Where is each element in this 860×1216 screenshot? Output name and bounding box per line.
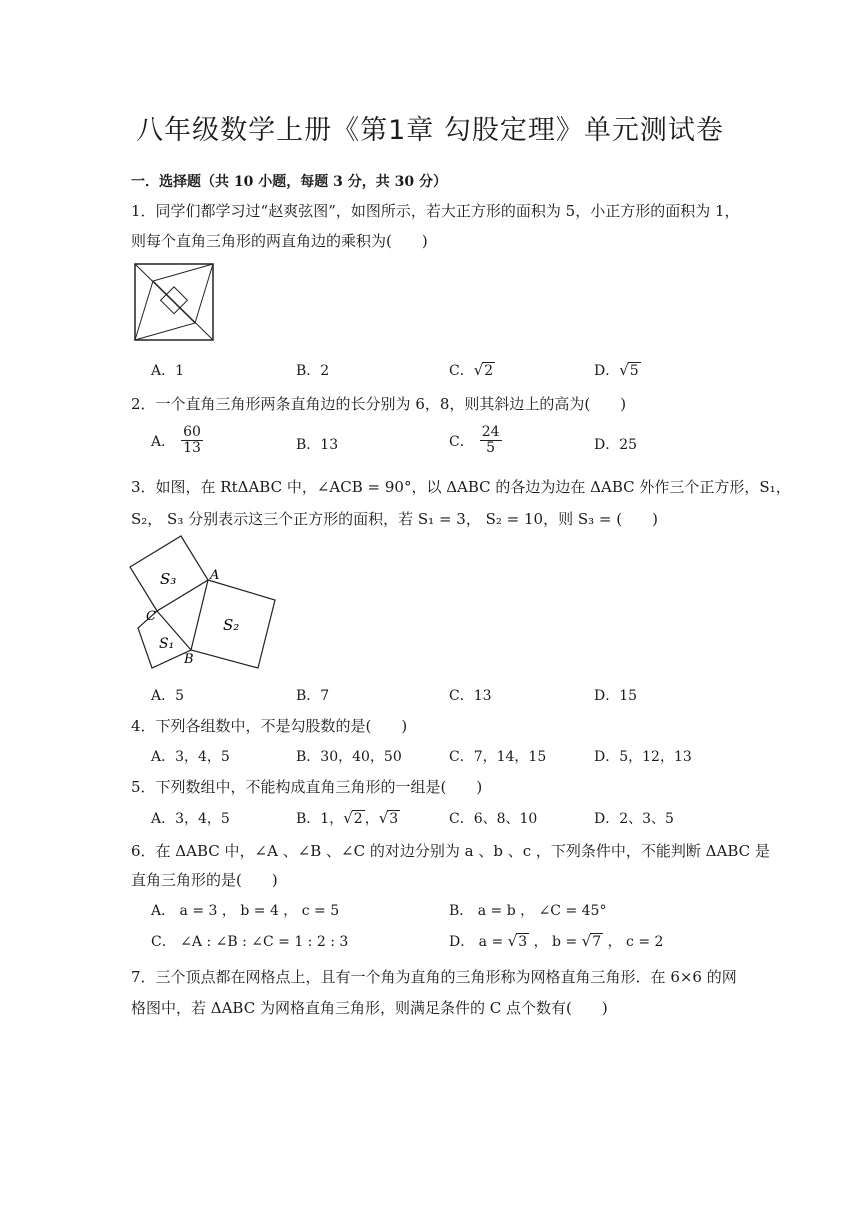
q5-option-d: D．2、3、5 (594, 811, 674, 827)
q3-option-c: C．13 (449, 688, 492, 704)
q6-stem-line1: 6．在 ΔABC 中，∠A 、∠B 、∠C 的对边分别为 a 、b 、c ，下列条件中，不能判断 ΔABC 是 (131, 842, 770, 860)
q5-option-c: C．6、8、10 (449, 811, 538, 827)
q4-option-a: A．3，4，5 (151, 749, 230, 765)
section-heading: 一．选择题（共 10 小题，每题 3 分，共 30 分） (131, 174, 447, 190)
q3-option-a: A．5 (151, 688, 185, 704)
q3-stem-line1: 3．如图，在 RtΔABC 中，∠ACB = 90°，以 ΔABC 的各边为边在 ΔABC 外作三个正方形，S₁， (131, 478, 791, 496)
q1-stem-line1: 1．同学们都学习过“赵爽弦图”，如图所示，若大正方形的面积为 5，小正方形的面积为 1， (131, 202, 740, 220)
zhao-shuang-figure (134, 263, 216, 343)
q4-stem: 4．下列各组数中，不是勾股数的是( ) (131, 717, 408, 735)
label-s3: S₃ (160, 570, 177, 588)
q2-option-b: B．13 (296, 437, 339, 453)
q5-stem: 5．下列数组中，不能构成直角三角形的一组是( ) (131, 778, 483, 796)
q7-stem-line1: 7．三个顶点都在网格点上，且有一个角为直角的三角形称为网格直角三角形．在 6×6 的网 (131, 968, 737, 986)
q3-option-d: D．15 (594, 688, 638, 704)
q6-option-d: D． a = √3 ， b = √7 ， c = 2 (449, 932, 664, 950)
q5-option-b: B．1，√2 ，√3 (296, 809, 399, 827)
page-title: 八年级数学上册《第1章 勾股定理》单元测试卷 (136, 115, 724, 146)
q6-option-a: A． a = 3 ， b = 4 ， c = 5 (151, 903, 340, 919)
q1-stem-line2: 则每个直角三角形的两直角边的乘积为( ) (131, 232, 428, 250)
label-s1: S₁ (159, 636, 175, 652)
vertex-a: A (210, 568, 220, 583)
q4-option-b: B．30，40，50 (296, 749, 402, 765)
q6-option-b: B． a = b ， ∠C = 45° (449, 903, 607, 919)
q1-option-a: A．1 (151, 363, 185, 379)
q6-stem-line2: 直角三角形的是( ) (131, 871, 278, 889)
q2-option-a: A． $\frac{60}{13}$ (151, 424, 201, 457)
three-squares-figure (126, 530, 280, 672)
label-s2: S₂ (223, 616, 240, 634)
q4-option-d: D．5，12，13 (594, 749, 692, 765)
q7-stem-line2: 格图中，若 ΔABC 为网格直角三角形，则满足条件的 C 点个数有( ) (131, 999, 608, 1017)
q1-option-b: B．2 (296, 363, 330, 379)
q3-option-b: B．7 (296, 688, 330, 704)
q1-option-d: D．√5 (594, 361, 639, 379)
q2-option-c: C． $\frac{24}{5}$ (449, 424, 500, 457)
q1-option-c: C．√2 (449, 361, 494, 379)
q3-stem-line2: S₂， S₃ 分别表示这三个正方形的面积，若 S₁ = 3， S₂ = 10，则 S₃ = ( ) (131, 510, 658, 528)
vertex-b: B (184, 652, 194, 667)
q2-option-d: D．25 (594, 437, 638, 453)
q6-option-c: C． ∠A : ∠B : ∠C = 1 : 2 : 3 (151, 934, 349, 950)
q4-option-c: C．7，14，15 (449, 749, 547, 765)
q5-option-a: A．3，4，5 (151, 811, 230, 827)
q2-stem: 2．一个直角三角形两条直角边的长分别为 6，8，则其斜边上的高为( ) (131, 395, 627, 413)
vertex-c: C (146, 609, 156, 624)
